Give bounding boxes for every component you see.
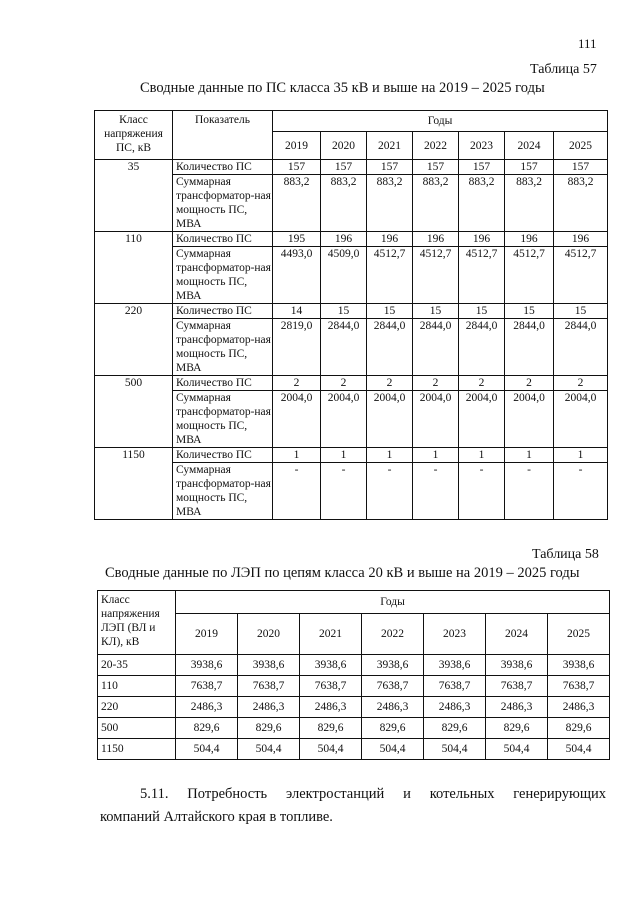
value-cell: 7638,7 <box>238 676 300 697</box>
indicator-cell: Количество ПС <box>173 304 273 319</box>
value-cell: 4493,0 <box>273 247 321 304</box>
value-cell: 196 <box>505 232 554 247</box>
table-row <box>95 304 608 319</box>
voltage-class-cell: 220 <box>95 304 173 376</box>
value-cell: 15 <box>554 304 608 319</box>
table57-title: Сводные данные по ПС класса 35 кВ и выше на 2019 – 2025 годы <box>140 80 545 96</box>
table-row <box>98 718 610 739</box>
indicator-cell: Количество ПС <box>173 448 273 463</box>
value-cell: 2844,0 <box>554 319 608 376</box>
value-cell: 883,2 <box>321 175 367 232</box>
value-cell: 2486,3 <box>424 697 486 718</box>
value-cell: 7638,7 <box>300 676 362 697</box>
indicator-cell: Суммарная трансформатор-ная мощность ПС, МВА <box>173 391 273 448</box>
indicator-cell: Суммарная трансформатор-ная мощность ПС, МВА <box>173 319 273 376</box>
value-cell: 883,2 <box>367 175 413 232</box>
indicator-cell: Суммарная трансформатор-ная мощность ПС, МВА <box>173 463 273 520</box>
table-row <box>98 676 610 697</box>
value-cell: 2004,0 <box>505 391 554 448</box>
value-cell: 157 <box>554 160 608 175</box>
value-cell: 2004,0 <box>273 391 321 448</box>
value-cell: - <box>505 463 554 520</box>
voltage-class-cell: 20-35 <box>98 655 176 676</box>
page-number: 111 <box>578 36 597 51</box>
table-row <box>98 697 610 718</box>
table58-year-header: 2019 <box>176 614 238 655</box>
value-cell: - <box>413 463 459 520</box>
value-cell: 883,2 <box>273 175 321 232</box>
value-cell: 1 <box>505 448 554 463</box>
value-cell: - <box>554 463 608 520</box>
voltage-class-cell: 110 <box>98 676 176 697</box>
value-cell: 2 <box>413 376 459 391</box>
value-cell: 2844,0 <box>321 319 367 376</box>
value-cell: 1 <box>321 448 367 463</box>
value-cell: 2 <box>505 376 554 391</box>
table57-year-header: 2024 <box>505 132 554 160</box>
value-cell: 1 <box>413 448 459 463</box>
value-cell: 2 <box>367 376 413 391</box>
table57-year-header: 2019 <box>273 132 321 160</box>
value-cell: 14 <box>273 304 321 319</box>
value-cell: 3938,6 <box>300 655 362 676</box>
voltage-class-cell: 500 <box>98 718 176 739</box>
table58-year-header: 2025 <box>548 614 610 655</box>
value-cell: - <box>459 463 505 520</box>
value-cell: 4512,7 <box>413 247 459 304</box>
value-cell: 504,4 <box>176 739 238 760</box>
value-cell: 2 <box>554 376 608 391</box>
value-cell: 2004,0 <box>321 391 367 448</box>
value-cell: 829,6 <box>238 718 300 739</box>
value-cell: 4512,7 <box>459 247 505 304</box>
value-cell: 196 <box>413 232 459 247</box>
value-cell: 15 <box>505 304 554 319</box>
value-cell: 196 <box>321 232 367 247</box>
value-cell: 504,4 <box>238 739 300 760</box>
value-cell: 2 <box>459 376 505 391</box>
value-cell: 4512,7 <box>367 247 413 304</box>
indicator-cell: Количество ПС <box>173 160 273 175</box>
value-cell: 7638,7 <box>176 676 238 697</box>
table57-year-header: 2022 <box>413 132 459 160</box>
value-cell: 883,2 <box>554 175 608 232</box>
value-cell: 2486,3 <box>362 697 424 718</box>
value-cell: 2486,3 <box>238 697 300 718</box>
table-row <box>98 655 610 676</box>
value-cell: 196 <box>459 232 505 247</box>
value-cell: 2004,0 <box>554 391 608 448</box>
table57-year-header: 2020 <box>321 132 367 160</box>
value-cell: 7638,7 <box>424 676 486 697</box>
indicator-cell: Количество ПС <box>173 376 273 391</box>
value-cell: 157 <box>367 160 413 175</box>
value-cell: 829,6 <box>424 718 486 739</box>
indicator-cell: Суммарная трансформатор-ная мощность ПС, МВА <box>173 247 273 304</box>
value-cell: 1 <box>459 448 505 463</box>
value-cell: 504,4 <box>424 739 486 760</box>
table-row <box>95 232 608 247</box>
value-cell: 157 <box>273 160 321 175</box>
table57-header-class: Класс напряжения ПС, кВ <box>95 111 173 160</box>
value-cell: 2486,3 <box>176 697 238 718</box>
section-paragraph <box>100 783 606 829</box>
value-cell: 157 <box>413 160 459 175</box>
indicator-cell: Суммарная трансформатор-ная мощность ПС, МВА <box>173 175 273 232</box>
value-cell: 1 <box>554 448 608 463</box>
value-cell: 1 <box>273 448 321 463</box>
value-cell: 15 <box>367 304 413 319</box>
value-cell: 829,6 <box>362 718 424 739</box>
value-cell: 3938,6 <box>238 655 300 676</box>
value-cell: 2486,3 <box>548 697 610 718</box>
value-cell: 883,2 <box>413 175 459 232</box>
value-cell: 15 <box>413 304 459 319</box>
voltage-class-cell: 1150 <box>95 448 173 520</box>
voltage-class-cell: 110 <box>95 232 173 304</box>
value-cell: 829,6 <box>486 718 548 739</box>
paragraph-line-2: компаний Алтайского края в топливе. <box>100 809 333 825</box>
value-cell: 15 <box>321 304 367 319</box>
table58-year-header: 2023 <box>424 614 486 655</box>
value-cell: 7638,7 <box>486 676 548 697</box>
table57-label: Таблица 57 <box>530 62 597 77</box>
value-cell: 2004,0 <box>459 391 505 448</box>
value-cell: 196 <box>554 232 608 247</box>
value-cell: 3938,6 <box>424 655 486 676</box>
value-cell: 2819,0 <box>273 319 321 376</box>
table58 <box>97 590 610 760</box>
voltage-class-cell: 1150 <box>98 739 176 760</box>
table58-year-header: 2020 <box>238 614 300 655</box>
value-cell: 829,6 <box>548 718 610 739</box>
table57-year-header: 2025 <box>554 132 608 160</box>
table58-header-class: Класс напряжения ЛЭП (ВЛ и КЛ), кВ <box>98 591 176 655</box>
value-cell: 4512,7 <box>554 247 608 304</box>
value-cell: 2844,0 <box>367 319 413 376</box>
value-cell: 2844,0 <box>459 319 505 376</box>
table58-year-header: 2021 <box>300 614 362 655</box>
table57-year-header: 2021 <box>367 132 413 160</box>
value-cell: 504,4 <box>486 739 548 760</box>
value-cell: 7638,7 <box>548 676 610 697</box>
value-cell: 157 <box>505 160 554 175</box>
value-cell: 3938,6 <box>548 655 610 676</box>
value-cell: 504,4 <box>300 739 362 760</box>
value-cell: 504,4 <box>362 739 424 760</box>
value-cell: 883,2 <box>459 175 505 232</box>
value-cell: 3938,6 <box>176 655 238 676</box>
table58-label: Таблица 58 <box>532 547 599 562</box>
value-cell: 4512,7 <box>505 247 554 304</box>
voltage-class-cell: 220 <box>98 697 176 718</box>
indicator-cell: Количество ПС <box>173 232 273 247</box>
table58-year-header: 2022 <box>362 614 424 655</box>
value-cell: 829,6 <box>176 718 238 739</box>
value-cell: 3938,6 <box>486 655 548 676</box>
value-cell: - <box>273 463 321 520</box>
table-row <box>98 739 610 760</box>
value-cell: 3938,6 <box>362 655 424 676</box>
value-cell: 1 <box>367 448 413 463</box>
table-row <box>95 376 608 391</box>
table-row <box>95 160 608 175</box>
value-cell: 2004,0 <box>413 391 459 448</box>
value-cell: 195 <box>273 232 321 247</box>
value-cell: 7638,7 <box>362 676 424 697</box>
value-cell: 2486,3 <box>486 697 548 718</box>
value-cell: 157 <box>459 160 505 175</box>
value-cell: 829,6 <box>300 718 362 739</box>
value-cell: 504,4 <box>548 739 610 760</box>
value-cell: 15 <box>459 304 505 319</box>
voltage-class-cell: 500 <box>95 376 173 448</box>
value-cell: 157 <box>321 160 367 175</box>
table57-year-header: 2023 <box>459 132 505 160</box>
value-cell: 2004,0 <box>367 391 413 448</box>
voltage-class-cell: 35 <box>95 160 173 232</box>
table57-header-indicator: Показатель <box>173 111 273 160</box>
value-cell: 196 <box>367 232 413 247</box>
value-cell: 4509,0 <box>321 247 367 304</box>
value-cell: 2844,0 <box>505 319 554 376</box>
table57 <box>94 110 608 520</box>
table57-header-years: Годы <box>273 111 608 132</box>
table58-header-years: Годы <box>176 591 610 614</box>
table58-title: Сводные данные по ЛЭП по цепям класса 20 кВ и выше на 2019 – 2025 годы <box>105 565 580 581</box>
value-cell: 2 <box>273 376 321 391</box>
value-cell: 2 <box>321 376 367 391</box>
value-cell: 883,2 <box>505 175 554 232</box>
value-cell: 2844,0 <box>413 319 459 376</box>
value-cell: - <box>321 463 367 520</box>
table-row <box>95 448 608 463</box>
value-cell: - <box>367 463 413 520</box>
value-cell: 2486,3 <box>300 697 362 718</box>
table58-year-header: 2024 <box>486 614 548 655</box>
paragraph-line-1: 5.11. Потребность электростанций и котельных генерирующих <box>140 786 606 802</box>
